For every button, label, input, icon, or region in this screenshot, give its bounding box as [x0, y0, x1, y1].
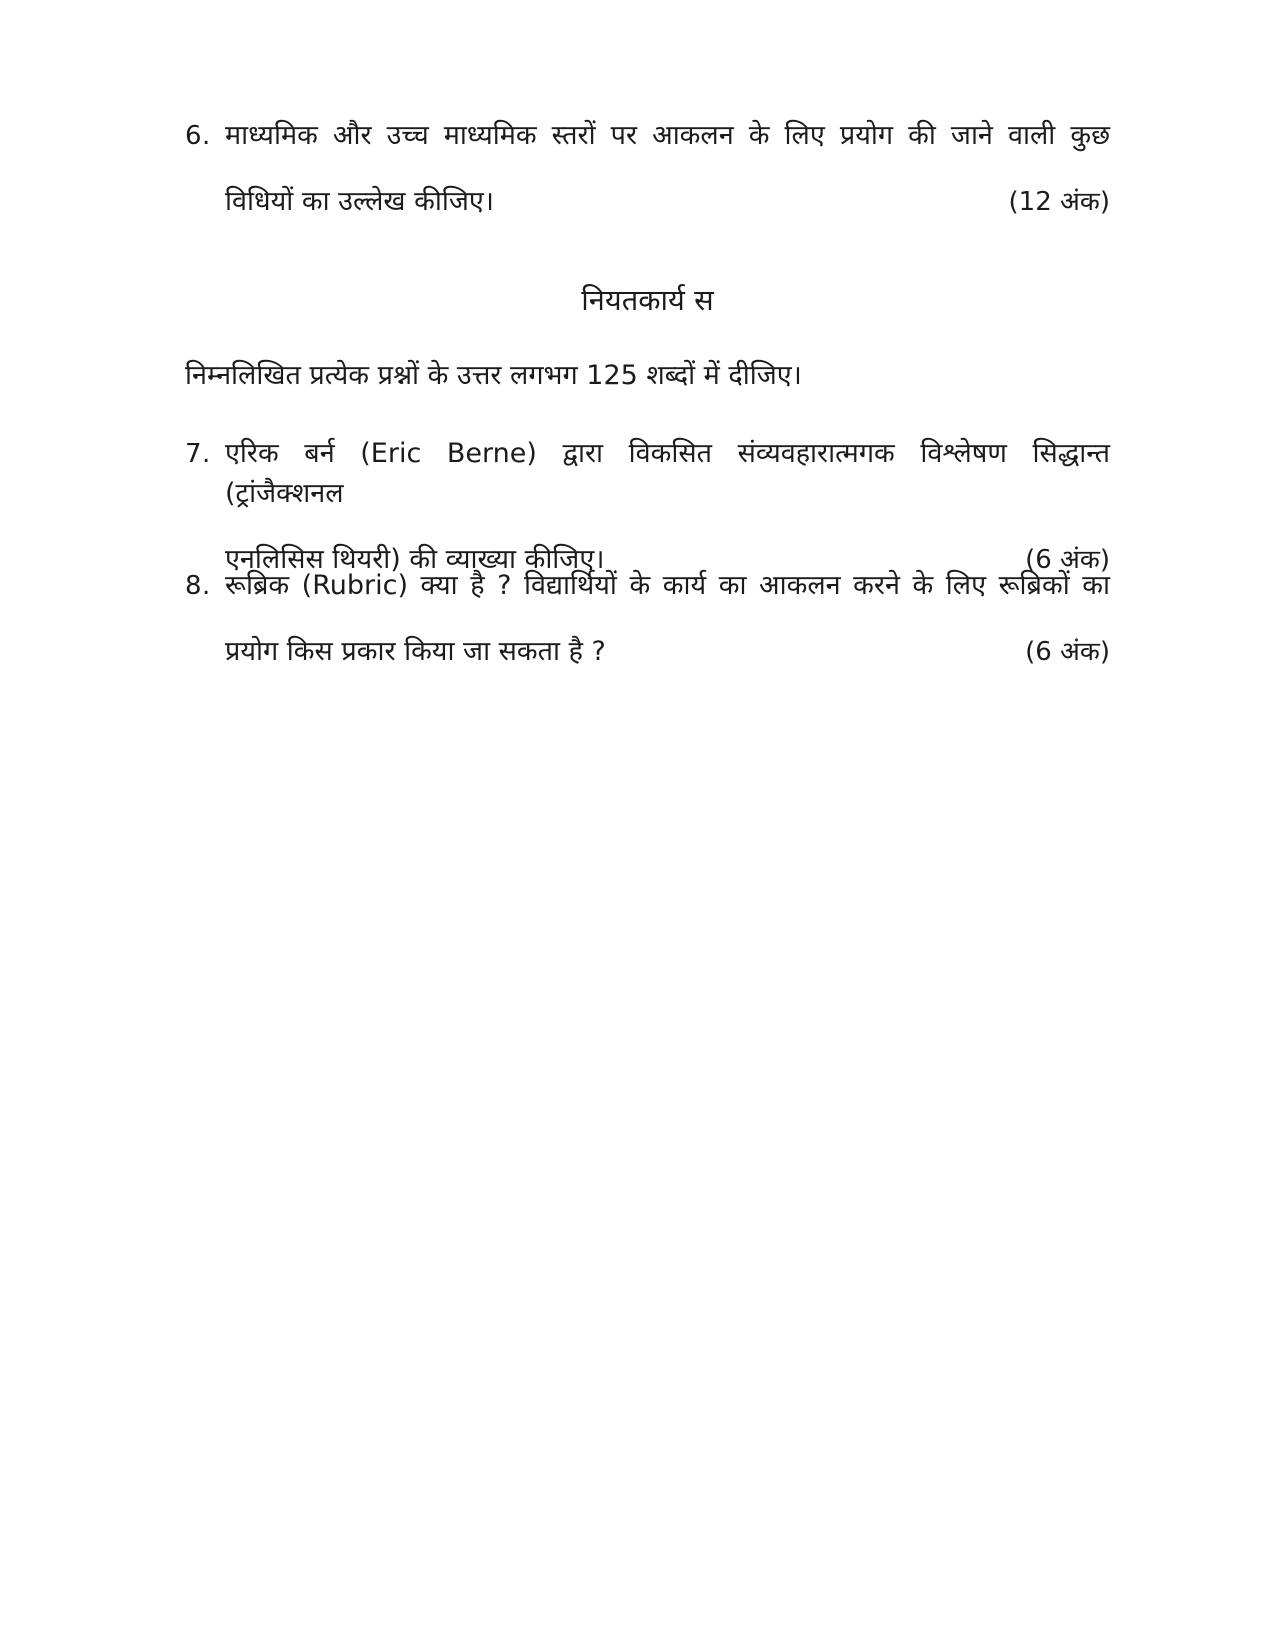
- question-6-first-line-row: [185, 116, 1110, 156]
- question-8-marks: (6 अंक): [1025, 637, 1110, 667]
- question-8-first-line-row: [185, 566, 1110, 606]
- question-7-text-line1: एरिक बर्न (Eric Berne) द्वारा विकसित संव्यवहारात्मगक विश्लेषण सिद्धान्त (ट्रांजैक्शनल: [225, 438, 1110, 509]
- question-8-last-line-row: [185, 632, 1110, 672]
- question-6: [185, 116, 1110, 222]
- question-8: [185, 566, 1110, 672]
- question-6-text-line2: विधियों का उल्लेख कीजिए।: [225, 186, 495, 217]
- question-7-first-line-row: [185, 434, 1110, 514]
- section-instruction: निम्नलिखित प्रत्येक प्रश्नों के उत्तर लगभग 125 शब्दों में दीजिए।: [185, 360, 802, 391]
- question-6-number: 6.: [185, 121, 211, 151]
- question-8-number: 8.: [185, 571, 211, 601]
- question-6-text-line1: माध्यमिक और उच्च माध्यमिक स्तरों पर आकलन के लिए प्रयोग की जाने वाली कुछ: [225, 120, 1110, 151]
- question-7-text-line2: एनलिसिस थियरी) की व्याख्या कीजिए।: [225, 544, 605, 575]
- question-7-number: 7.: [185, 439, 211, 469]
- question-8-text-line1: रूब्रिक (Rubric) क्या है ? विद्यार्थियों के कार्य का आकलन करने के लिए रूब्रिकों का: [225, 570, 1110, 601]
- question-6-marks: (12 अंक): [1008, 187, 1110, 217]
- question-6-last-line-row: [185, 182, 1110, 222]
- question-7: [185, 434, 1110, 580]
- section-heading: नियतकार्य स: [581, 283, 714, 317]
- question-7-marks: (6 अंक): [1025, 545, 1110, 575]
- question-8-text-line2: प्रयोग किस प्रकार किया जा सकता है ?: [225, 636, 606, 667]
